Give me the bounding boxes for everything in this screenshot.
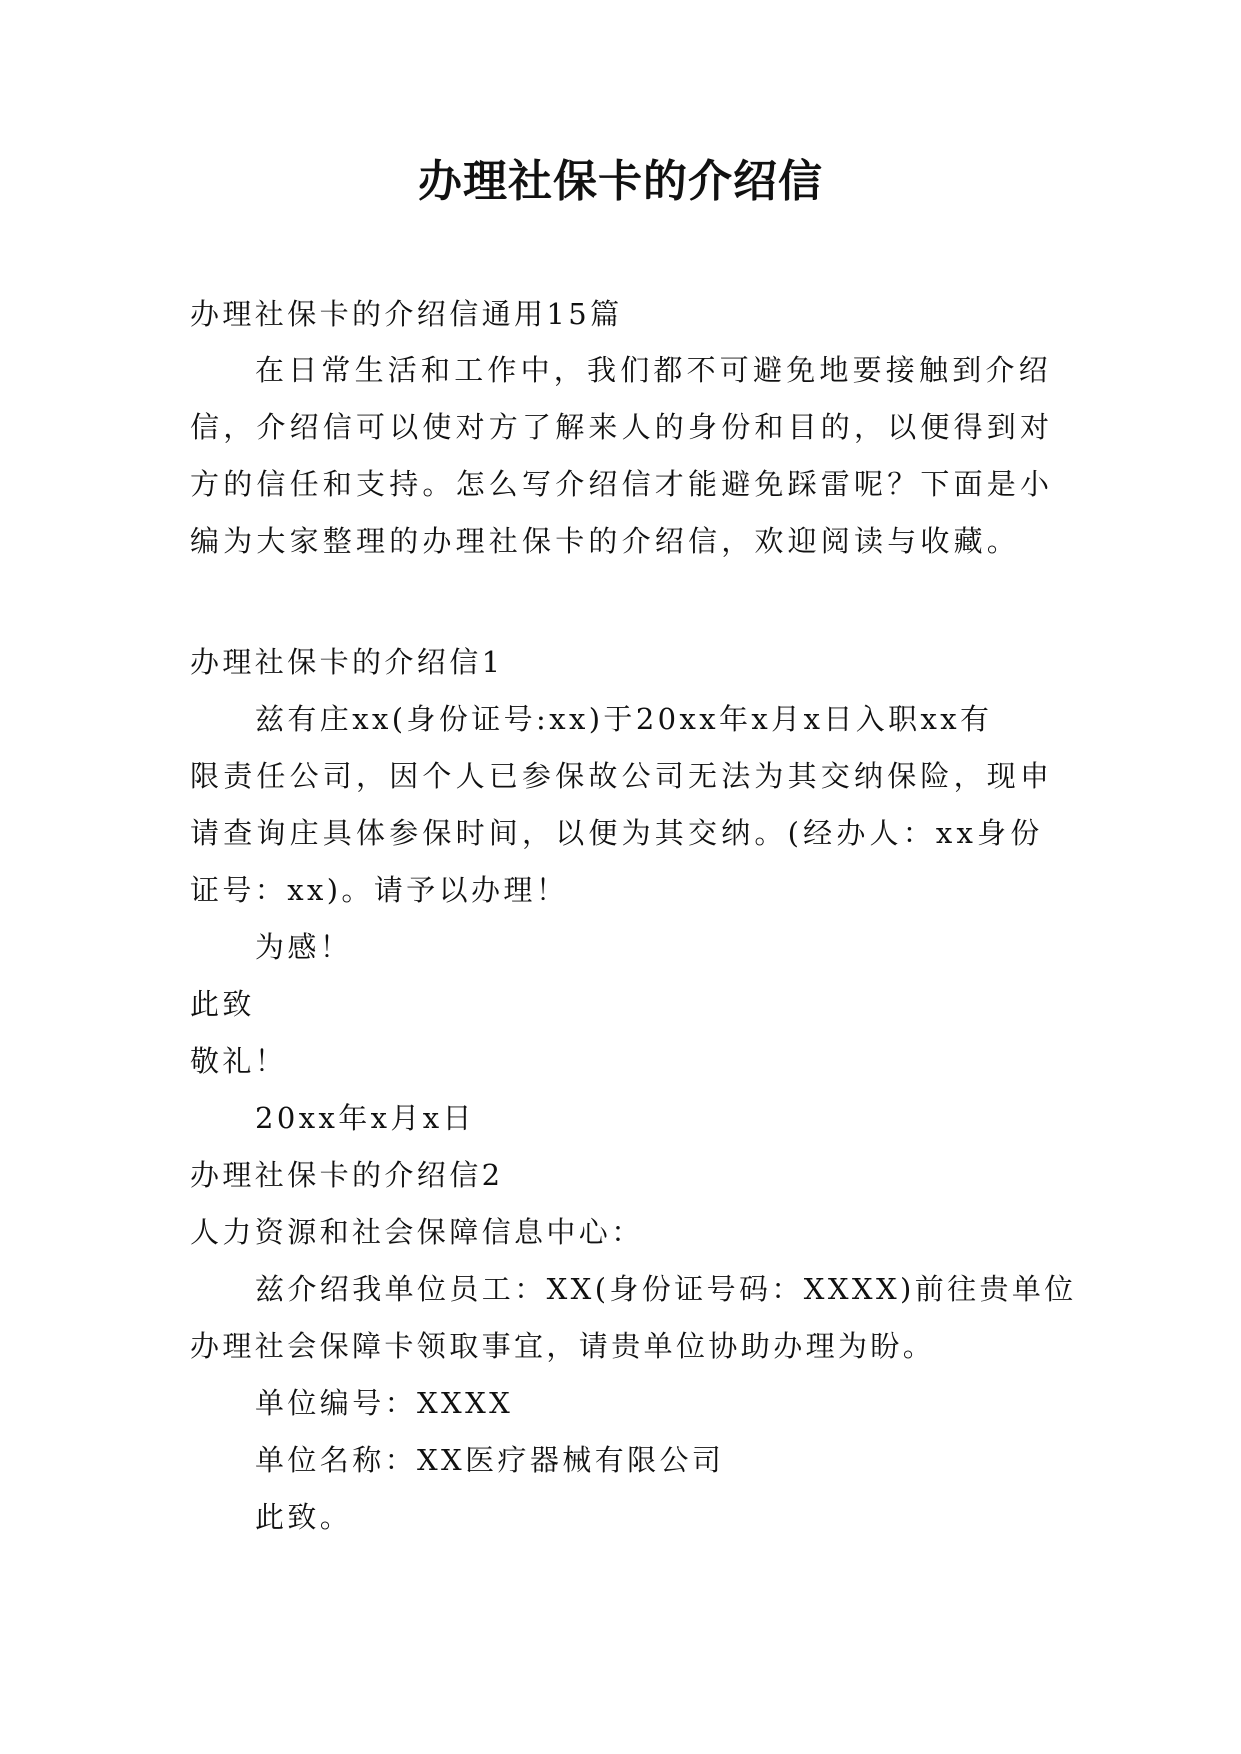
letter-1-salutation: 敬礼！	[190, 1044, 288, 1078]
letter-2-closing: 此致。	[255, 1500, 353, 1534]
intro-paragraph-line-4: 编为大家整理的办理社保卡的介绍信，欢迎阅读与收藏。	[190, 524, 1021, 558]
letter-1-body-line-2: 限责任公司，因个人已参保故公司无法为其交纳保险，现申	[190, 759, 1054, 793]
letter-2-heading: 办理社保卡的介绍信2	[190, 1158, 504, 1192]
letter-1-heading: 办理社保卡的介绍信1	[190, 645, 504, 679]
letter-2-unit-name: 单位名称：XX医疗器械有限公司	[255, 1443, 725, 1477]
subtitle-line: 办理社保卡的介绍信通用15篇	[190, 297, 623, 331]
document-title: 办理社保卡的介绍信	[418, 156, 823, 207]
letter-1-thanks: 为感！	[255, 930, 353, 964]
intro-paragraph-line-1: 在日常生活和工作中，我们都不可避免地要接触到介绍	[255, 353, 1052, 387]
letter-1-closing: 此致	[190, 987, 255, 1021]
intro-paragraph-line-2: 信，介绍信可以使对方了解来人的身份和目的，以便得到对	[190, 410, 1054, 444]
letter-1-body-line-1: 兹有庄xx(身份证号:xx)于20xx年x月x日入职xx有	[255, 702, 993, 736]
letter-2-recipient: 人力资源和社会保障信息中心：	[190, 1215, 644, 1249]
intro-paragraph-line-3: 方的信任和支持。怎么写介绍信才能避免踩雷呢？下面是小	[190, 467, 1054, 501]
letter-1-body-line-4: 证号：xx)。请予以办理！	[190, 873, 569, 907]
letter-2-body-line-1: 兹介绍我单位员工：XX(身份证号码：XXXX)前往贵单位	[255, 1272, 1077, 1306]
letter-1-date: 20xx年x月x日	[255, 1101, 475, 1135]
letter-1-body-line-3: 请查询庄具体参保时间，以便为其交纳。(经办人：xx身份	[190, 816, 1044, 850]
letter-2-body-line-2: 办理社会保障卡领取事宜，请贵单位协助办理为盼。	[190, 1329, 936, 1363]
letter-2-unit-number: 单位编号：XXXX	[255, 1386, 514, 1420]
